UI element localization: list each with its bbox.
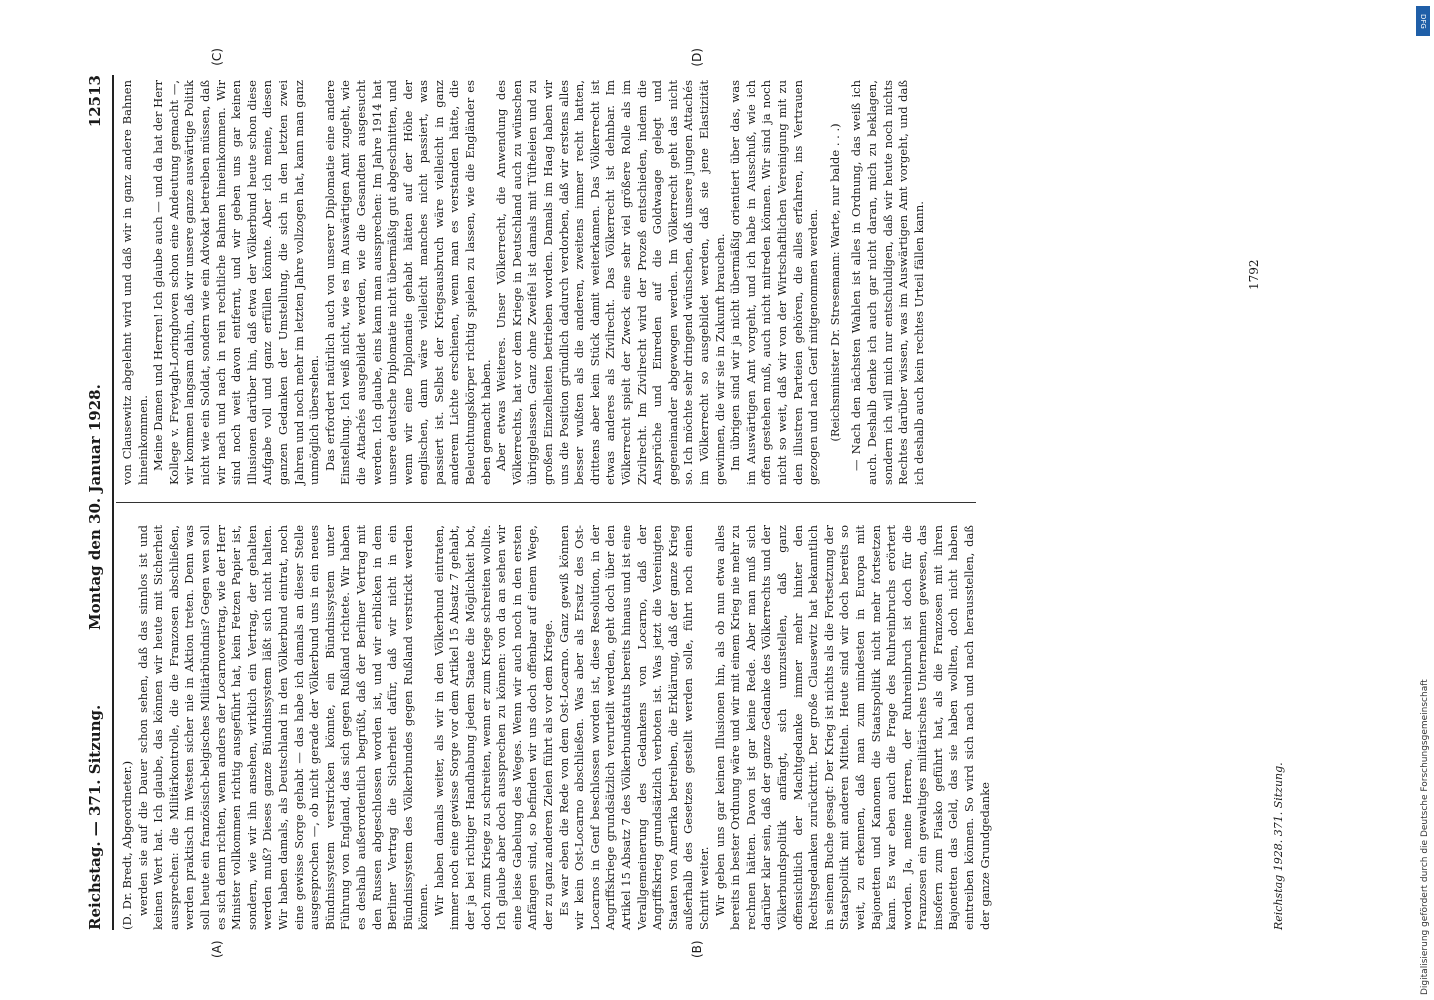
paragraph: Meine Damen und Herren! Ich glaube auch — und da hat der Herr Kollege v. Freytagh-Loringhoven schon eine Andeutung gemacht —, wir kommen langsam dahin, daß wir unsere ganze auswärtige Politik nicht wie ein Soldat, sondern wie ein Advokat betreiben müssen, daß wir nach und nach in rein rechtliche Bahnen hineinkommen. Wir sind noch weit davon entfernt, und wir geben uns gar keinen Illusionen darüber hin, daß etwa der Völkerbund heute schon diese Aufgabe voll und ganz erfüllen könnte. Aber ich meine, diesen ganzen Gedanken der Umstellung, die sich in den letzten zwei Jahren und noch mehr im letzten Jahre vollzogen hat, kann man ganz unmöglich übersehen. [151, 80, 322, 485]
footer-page-signature: 1792 [1247, 259, 1261, 290]
left-column [120, 525, 993, 958]
dfg-logo-badge: DFG [1416, 6, 1430, 36]
paragraph: Wir haben damals weiter, als wir in den Völkerbund eintraten, immer noch eine gewisse Sorge vor dem Artikel 15 Absatz 7 gehabt, der ja bei richtiger Handhabung jedem Staate die Möglichkeit bot, doch zum Kriege zu schreiten, wenn er zum Kriege schreiten wollte. Ich glaube aber doch aussprechen zu können: von da an sehen wir eine leise Gabelung des Weges. Wenn wir auch noch in den ersten Anfängen sind, so befinden wir uns doch offenbar auf einem Wege, der zu ganz anderen Zielen führt als vor dem Kriege. [431, 525, 556, 930]
column-divider [116, 502, 976, 503]
header-date: Montag den 30. Januar 1928. [86, 384, 104, 630]
margin-mark-d: (D) [690, 48, 704, 67]
document-sheet [82, 48, 1342, 958]
paragraph: Aber etwas Weiteres. Unser Völkerrecht, die Anwendung des Völkerrechts, hat vor dem Kriege in Deutschland auch zu wünschen übriggelassen. Ganz ohne Zweifel ist damals mit Tüfteleien und zu großen Einzelheiten betrieben worden. Damals im Haag haben wir uns die Position gründlich dadurch verdorben, daß wir erstens alles besser wußten als die anderen, zweitens immer recht hatten, drittens aber kein Stück damit weiterkamen. Das Völkerrecht ist etwas anderes als Zivilrecht. Das Völkerrecht ist dehnbar. Im Völkerrecht spielt der Zweck eine sehr viel größere Rolle als im Zivilrecht. Im Zivilrecht wird der Prozeß entschieden, indem die Ansprüche und Einreden auf die Goldwaage gelegt und gegeneinander abgewogen werden. Im Völkerrecht geht das nicht so. Ich möchte sehr dringend wünschen, daß unsere jungen Attachés im Völkerrecht so ausgebildet werden, daß sie jene Elastizität gewinnen, die wir sie in Zukunft brauchen. [494, 80, 727, 485]
header-rule [112, 75, 114, 930]
paragraph: Das erfordert natürlich auch von unserer Diplomatie eine andere Einstellung. Ich weiß nicht, wie es im Auswärtigen Amt zugeht, wie die Attachés ausgebildet werden, wie die Gesandten ausgesucht werden. Ich glaube, eins kann man aussprechen: Im Jahre 1914 hat unsere deutsche Diplomatie nicht übermäßig gut abgeschnitten, und wenn wir eine Diplomatie gehabt hätten auf der Höhe der englischen, dann wäre vielleicht manches nicht passiert, was passiert ist. Selbst der Kriegsausbruch wäre vielleicht in ganz anderem Lichte erschienen, wenn man es verstanden hätte, die Beleuchtungskörper richtig spielen zu lassen, wie die Engländer es eben gemacht haben. [322, 80, 493, 485]
footer-left: Reichstag 1928. 371. Sitzung. [1272, 762, 1285, 930]
funding-note: Digitalisierung gefördert durch die Deutsche Forschungsgemeinschaft [1420, 679, 1430, 995]
margin-mark-b: (B) [690, 940, 704, 958]
interjection: (Reichsminister Dr. Stresemann: Warte, nur balde . . .) [827, 123, 842, 442]
right-column [120, 48, 927, 485]
closing-paragraph: — Nach den nächsten Wahlen ist alles in Ordnung, das weiß ich auch. Deshalb denke ich auch gar nicht daran, mich zu beklagen, sondern ich will mich nur entschuldigen, daß wir heute noch nichts Rechtes darüber wissen, was im Auswärtigen Amt vorgeht, und daß ich deshalb auch kein rechtes Urteil fällen kann. [849, 80, 926, 485]
speaker-header: (D. Dr. Bredt, Abgeordneter.) [120, 760, 134, 930]
paragraph: Im übrigen sind wir ja nicht übermäßig orientiert über das, was im Auswärtigen Amt vorgeht, und ich habe in Ausschuß, wie ich offen gestehen muß, auch nicht mitreden können. Wir sind ja noch nicht so weit, daß wir von der Wirtschaftlichen Vereinigung mit zu den illustren Parteien gehören, die alles erfahren, ins Vertrauen gezogen und nach Genf mitgenommen werden. [728, 80, 821, 485]
paragraph: Es war eben die Rede von dem Ost-Locarno. Ganz gewiß können wir kein Ost-Locarno abschließen. Was aber als Ersatz des Ost-Locarnos in Genf beschlossen worden ist, diese Resolution, in der Angriffskriege grundsätzlich verurteilt werden, geht doch über den Artikel 15 Absatz 7 des Völkerbundstatuts bereits hinaus und ist eine Verallgemeinerung des Gedankens von Locarno, daß der Angriffskrieg grundsätzlich verboten ist. Was jetzt die Vereinigten Staaten von Amerika betreiben, die Erklärung, daß der ganze Krieg außerhalb des Gesetzes gestellt werden solle, führt noch einen Schritt weiter. [556, 525, 711, 930]
header-left: Reichstag. — 371. Sitzung. [86, 704, 104, 930]
paragraph: werden sie auf die Dauer schon sehen, daß das sinnlos ist und keinen Wert hat. Ich glaube, das können wir heute mit Sicherheit aussprechen: die Militärkontrolle, die die Franzosen abschließen, werden praktisch im Westen sicher nie in Aktion treten. Denn was soll heute ein französisch-belgisches Militärbündnis? Gegen wen soll es sich denn richten, wenn anders der Locarnovertrag, wie der Herr Minister vollkommen richtig ausgeführt hat, kein Fetzen Papier ist, sondern, wie wir ihn ansehen, wirklich ein Vertrag, der gehalten werden muß? Dieses ganze Bündnissystem läßt sich nicht halten. Wir haben damals, als Deutschland in den Völkerbund eintrat, noch eine gewisse Sorge gehabt — das habe ich damals an dieser Stelle ausgesprochen —, ob nicht gerade der Völkerbund uns in ein neues Bündnissystem verstricken könnte, ein Bündnissystem unter Führung von England, das sich gegen Rußland richtete. Wir haben es deshalb außerordentlich begrüßt, daß der Berliner Vertrag mit den Russen abgeschlossen worden ist, und wir erblicken in dem Berliner Vertrag die Sicherheit dafür, daß wir nicht in ein Bündnissystem des Völkerbundes gegen Rußland verstrickt werden können. [135, 525, 431, 930]
margin-mark-c: (C) [210, 48, 224, 66]
page-number: 12513 [86, 75, 104, 128]
paragraph: von Clausewitz abgelehnt wird und daß wir in ganz andere Bahnen hineinkommen. [120, 80, 150, 485]
paragraph: Wir geben uns gar keinen Illusionen hin, als ob nun etwa alles bereits in bester Ordnung wäre und wir mit einem Krieg nie mehr zu rechnen hätten. Davon ist gar keine Rede. Aber man muß sich darüber klar sein, daß der ganze Gedanke des Völkerrechts und der Völkerbundspolitik anfängt, sich umzustellen, daß ganz offensichtlich der Machtgedanke immer mehr hinter den Rechtsgedanken zurücktritt. Der große Clausewitz hat bekanntlich in seinem Buche gesagt: Der Krieg ist nichts als die Fortsetzung der Staatspolitik mit anderen Mitteln. Heute sind wir doch bereits so weit, zu erkennen, daß man zum mindesten in Europa mit Bajonetten und Kanonen die Staatspolitik nicht mehr fortsetzen kann. Es war eben auch die Frage des Ruhreinbruchs erörtert worden. Ja, meine Herren, der Ruhreinbruch ist doch für die Franzosen ein gewaltiges militärisches Unternehmen gewesen, das insofern zum Fiasko geführt hat, als die Franzosen mit ihren Bajonetten das Geld, das sie haben wollten, doch nicht haben eintreiben können. So wird sich nach und nach herausstellen, daß der ganze Grundgedanke [712, 525, 992, 930]
running-head [82, 75, 110, 930]
margin-mark-a: (A) [210, 940, 224, 958]
